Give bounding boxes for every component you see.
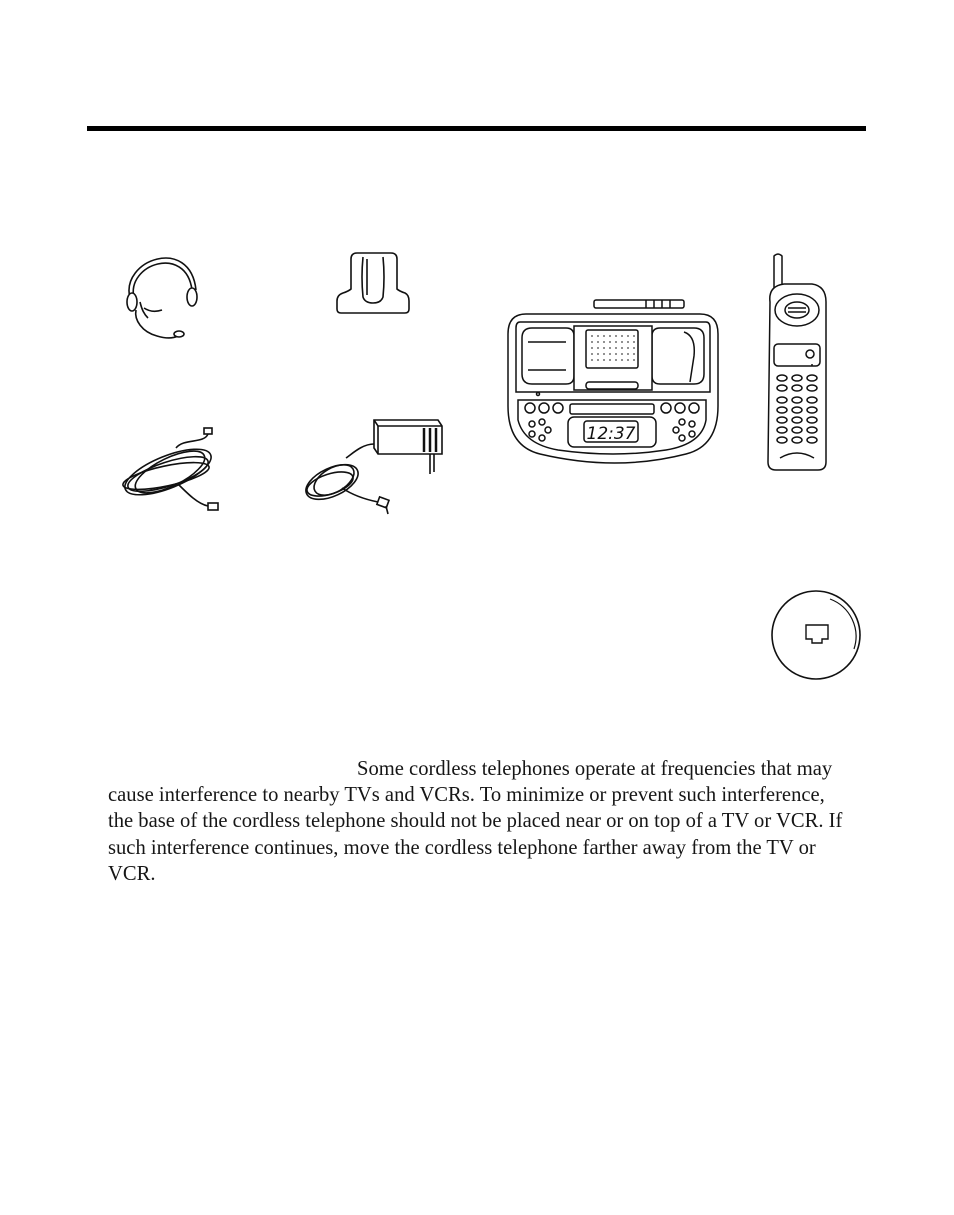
wall-jack-icon — [770, 589, 866, 685]
base-display-time: 12:37 — [586, 424, 636, 444]
line-cord-icon — [118, 424, 230, 516]
headset-icon — [112, 240, 212, 350]
interference-note — [108, 756, 848, 887]
base-unit-icon — [506, 296, 720, 468]
belt-clip-icon — [333, 249, 415, 319]
interference-note-text: Some cordless telephones operate at frequencies that may cause interference to nearby TVs and VCRs. To minimize or prevent such interference, the base of the cordless telephone should not be placed near or on top of a TV or VCR. If such interference continues, move the cordless telephone farther away from the TV or VCR. — [108, 758, 843, 885]
section-rule — [87, 126, 866, 131]
power-adapter-icon — [302, 414, 448, 520]
handset-icon — [764, 252, 830, 474]
